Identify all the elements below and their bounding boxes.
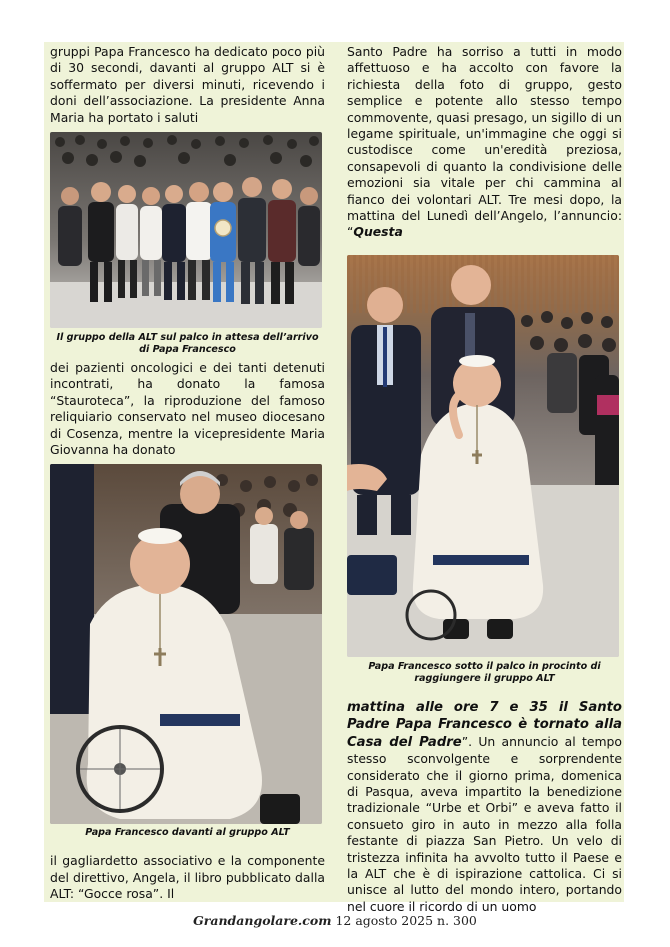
- footer-brand: Grandangolare.com: [193, 913, 332, 928]
- footer-issue-date: 12 agosto 2025 n. 300: [335, 913, 477, 928]
- left-column: [50, 44, 325, 903]
- left-paragraph-2: dei pazienti oncologici e dei tanti detenuti incontrati, ha donato la famosa “Stauroteca”, la riproduzione del famoso reliquiario conservato nel museo diocesano di Cosenza, mentre la vicepresidente Maria Giovanna ha donato: [50, 360, 325, 458]
- page-footer: [0, 913, 670, 928]
- right-paragraph-1-bold: Questa: [353, 224, 403, 240]
- caption-group-photo: Il gruppo della ALT sul palco in attesa dell’arrivo di Papa Francesco: [56, 332, 319, 356]
- photo-group-on-stage: [50, 132, 322, 328]
- right-paragraph-2: [347, 699, 622, 915]
- caption-pope-before-group: Papa Francesco davanti al gruppo ALT: [85, 827, 290, 839]
- right-paragraph-1-text: Santo Padre ha sorriso a tutti in modo affettuoso e ha accolto con favore la richiesta della foto di gruppo, gesto semplice e potente allo stesso tempo commovente, quasi presago, un sigillo di un legame spirituale, un'immagine che oggi si custodisce come un'eredità preziosa, consapevoli di quanto la condivisione delle emozioni sia vitale per chi cammina al fianco dei volontari ALT. Tre mesi dopo, la mattina del Lunedì dell’Angelo, l’annuncio: “: [347, 44, 622, 240]
- caption-pope-below-stage: Papa Francesco sotto il palco in procinto di raggiungere il gruppo ALT: [368, 660, 601, 684]
- left-paragraph-3: il gagliardetto associativo e la componente del direttivo, Angela, il libro pubblicato dalla ALT: “Gocce rosa”. Il: [50, 853, 325, 902]
- right-column: [347, 44, 622, 915]
- right-paragraph-2-bold: mattina alle ore 7 e 35 il Santo Padre Papa Francesco è tornato alla Casa del Padre: [347, 699, 622, 750]
- photo-pope-before-group: [50, 464, 322, 824]
- group-photo-illustration: [50, 132, 322, 328]
- right-paragraph-2-text: ”. Un annuncio al tempo stesso sconvolgente e sorprendente considerato che il giorno prima, domenica di Pasqua, aveva impartito la benedizione tradizionale “Urbe et Orbi” e aveva fatto il consueto giro in auto in mezzo alla folla festante di piazza San Pietro. Un velo di tristezza infinita ha avvolto tutto il Paese e la ALT che è di ispirazione cattolica. Ci si unisce al lutto del mondo intero, portando nel cuore il ricordo di un uomo: [347, 733, 622, 914]
- pope-below-stage-illustration: [347, 255, 619, 657]
- right-paragraph-1: [347, 44, 622, 241]
- left-paragraph-1: gruppi Papa Francesco ha dedicato poco più di 30 secondi, davanti al gruppo ALT si è soffermato per diversi minuti, ricevendo i doni dell’associazione. La presidente Anna Maria ha portato i saluti: [50, 44, 325, 125]
- pope-wheelchair-illustration: [50, 464, 322, 824]
- photo-pope-below-stage: [347, 255, 619, 657]
